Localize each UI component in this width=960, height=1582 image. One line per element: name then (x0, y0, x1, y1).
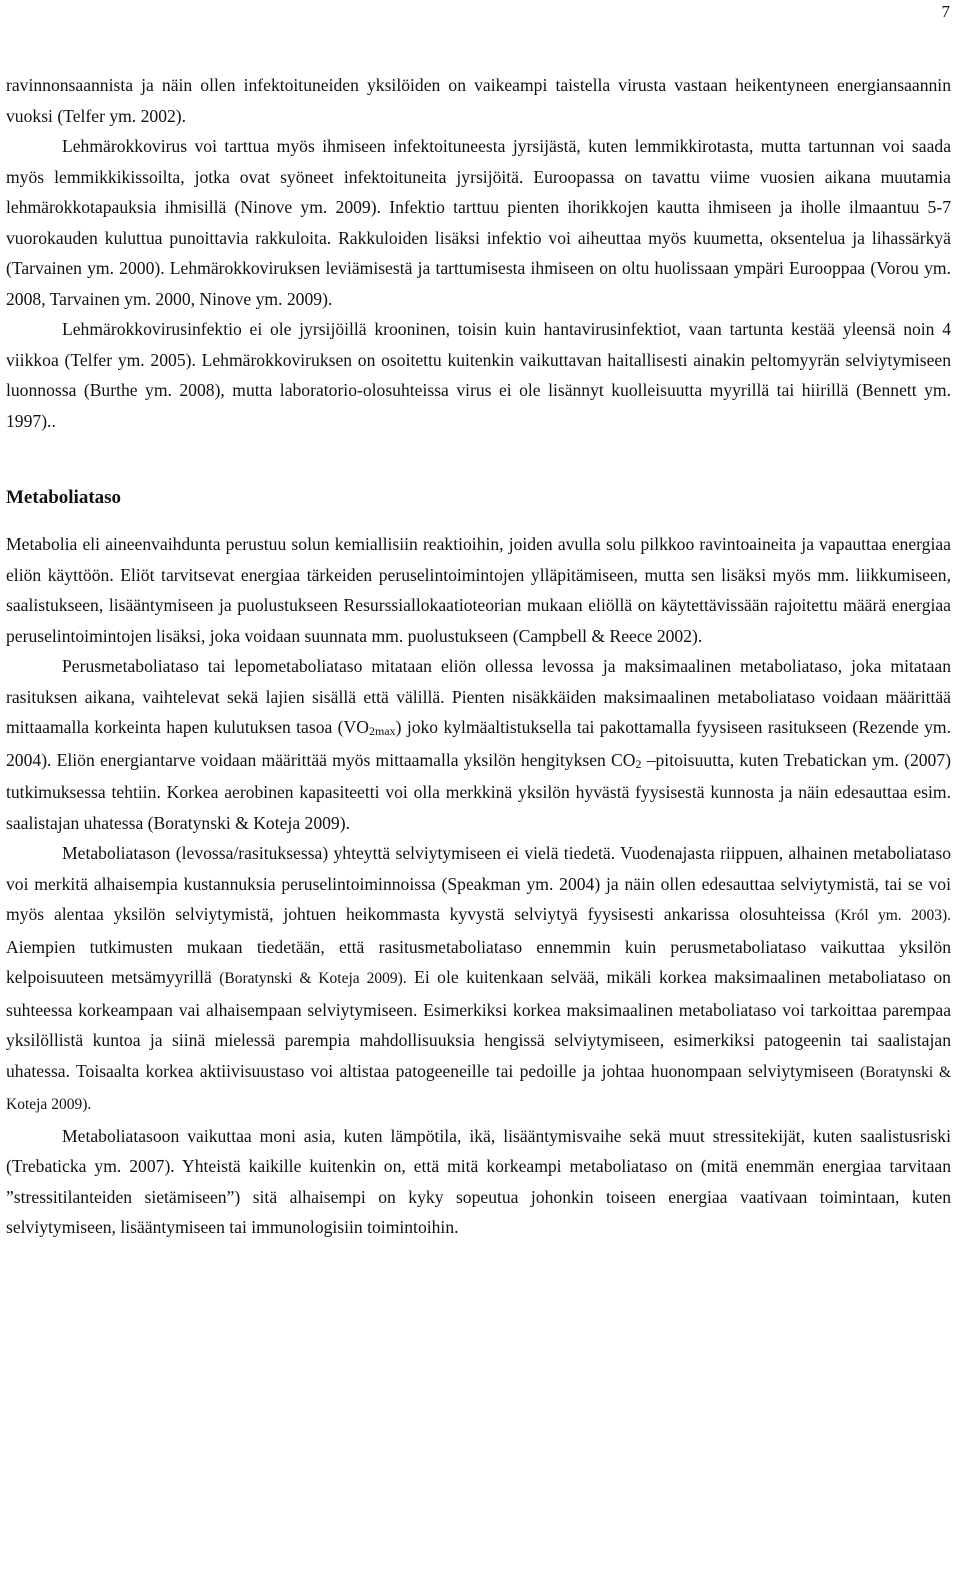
paragraph-6 (6, 838, 951, 1121)
paragraph-5-part-c: –pitoisuutta, kuten Trebatickan ym. (2007) tutkimuksessa tehtiin. Korkea aerobinen kapasiteetti voi olla merkkinä yksilön hyvästä fyysisestä kunnosta ja näin edesauttaa esim. saalistajan uhatessa (Boratynski & Koteja 2009). (6, 749, 952, 833)
co2-subscript: 2 (635, 756, 642, 771)
paragraph-6-part-b: Aiempien tutkimusten mukaan tiedetään, että rasitusmetaboliataso ennemmin kuin perusmetaboliataso vaikuttaa yksilön kelpoisuuteen metsämyyrillä (6, 936, 951, 987)
vo2max-subscript: 2max (368, 724, 396, 738)
document-body (6, 70, 951, 1243)
section-heading: Metaboliataso (6, 487, 122, 508)
paragraph-5-part-a: Perusmetaboliataso tai lepometaboliataso mitataan eliön ollessa levossa ja maksimaalinen metaboliataso, joka mitataan rasituksen aikana, vaihtelevat sekä lajien sisällä että välillä. Pienten nisäkkäiden maksimaalinen metaboliataso voidaan määrittää mittaamalla korkeinta hapen kulutuksen tasoa (VO (6, 656, 951, 737)
paragraph-4: Metabolia eli aineenvaihdunta perustuu solun kemiallisiin reaktioihin, joiden avulla solu pilkkoo ravintoaineita ja vapauttaa energiaa eliön käyttöön. Eliöt tarvitsevat energiaa tärkeiden peruselintoimintojen ylläpitämiseen, mutta sen lisäksi myös mm. liikkumiseen, saalistukseen, lisääntymiseen ja puolustukseen Resurssiallokaatioteorian mukaan eliöllä on käytettävissään rajoitettu määrä energiaa peruselintoimintojen lisäksi, joka voidaan suunnata mm. puolustukseen (Campbell & Reece 2002). (6, 534, 951, 646)
paragraph-5-part-b: ) joko kylmäaltistuksella tai pakottamalla fyysiseen rasitukseen (Rezende ym. 2004). Eliön energiantarve voidaan määrittää myös mittaamalla yksilön hengityksen CO (6, 717, 951, 770)
paragraph-5 (6, 651, 951, 838)
paragraph-6-part-c: Ei ole kuitenkaan selvää, mikäli korkea maksimaalinen metaboliataso on suhteessa korkeampaan vai alhaisempaan selviytymiseen. Esimerkiksi korkea maksimaalinen metaboliataso voi tarkoittaa parempaa yksilöllistä kuntoa ja siinä mielessä parempia mahdollisuuksia hengissä selviytymiseen, esimerkiksi patogeenin tai saalistajan uhatessa. Toisaalta korkea aktiivisuustaso voi altistaa patogeeneille tai pedoille ja johtaa huonompaan selviytymiseen (6, 967, 951, 1081)
citation-boratynski-1: (Boratynski & Koteja 2009). (219, 970, 407, 987)
page-number: 7 (941, 2, 950, 21)
paragraph-2: Lehmärokkovirus voi tarttua myös ihmiseen infektoituneesta jyrsijästä, kuten lemmikkirotasta, mutta tartunnan voi saada myös lemmikkikissoilta, jotka ovat syöneet infektoituneita jyrsijöitä. Euroopassa on tavattu viime vuosien aikana muutamia lehmärokkotapauksia ihmisillä (Ninove ym. 2009). Infektio tarttuu pienten ihorikkojen kautta ihmiseen ja iholle ilmaantuu 5-7 vuorokauden kuluttua punoittavia rakkuloita. Rakkuloiden lisäksi infektio voi aiheuttaa myös kuumetta, oksentelua ja lihassärkyä (Tarvainen ym. 2000). Lehmärokkoviruksen leviämisestä ja tarttumisesta ihmiseen on oltu huolissaan ympäri Eurooppaa (Vorou ym. 2008, Tarvainen ym. 2000, Ninove ym. 2009). (6, 136, 951, 309)
paragraph-3: Lehmärokkovirusinfektio ei ole jyrsijöillä krooninen, toisin kuin hantavirusinfektiot, vaan tartunta kestää yleensä noin 4 viikkoa (Telfer ym. 2005). Lehmärokkoviruksen on osoitettu kuitenkin vaikuttavan haitallisesti ainakin peltomyyrän selviytymiseen luonnossa (Burthe ym. 2008), mutta laboratorio-olosuhteissa virus ei ole lisännyt kuolleisuutta myyrillä tai hiirillä (Bennett ym. 1997).. (6, 319, 951, 431)
paragraph-6-part-a: Metaboliatason (levossa/rasituksessa) yhteyttä selviytymiseen ei vielä tiedetä. Vuodenajasta riippuen, alhainen metaboliataso voi merkitä alhaisempia kustannuksia peruselintoiminnoissa (Speakman ym. 2004) ja näin ollen edesauttaa selviytymistä, tai se voi myös alentaa yksilön selviytymistä, johtuen heikommasta kyvystä selviytyä fyysisesti ankarissa olosuhteissa (6, 843, 951, 924)
paragraph-1: ravinnonsaannista ja näin ollen infektoituneiden yksilöiden on vaikeampi taistella virusta vastaan heikentyneen energiansaannin vuoksi (Telfer ym. 2002). (6, 75, 951, 126)
citation-krol: (Król ym. 2003). (835, 907, 951, 924)
paragraph-7: Metaboliatasoon vaikuttaa moni asia, kuten lämpötila, ikä, lisääntymisvaihe sekä muut stressitekijät, kuten saalistusriski (Trebaticka ym. 2007). Yhteistä kaikille kuitenkin on, että mitä korkeampi metaboliataso on (mitä enemmän energiaa tarvitaan ”stressitilanteiden sietämiseen”) sitä alhaisempi on kyky sopeutua johonkin toiseen energiaa vaativaan toimintaan, kuten selviytymiseen, lisääntymiseen tai immunologisiin toimintoihin. (6, 1125, 951, 1237)
citation-boratynski-2: (Boratynski & Koteja 2009). (6, 1063, 952, 1113)
